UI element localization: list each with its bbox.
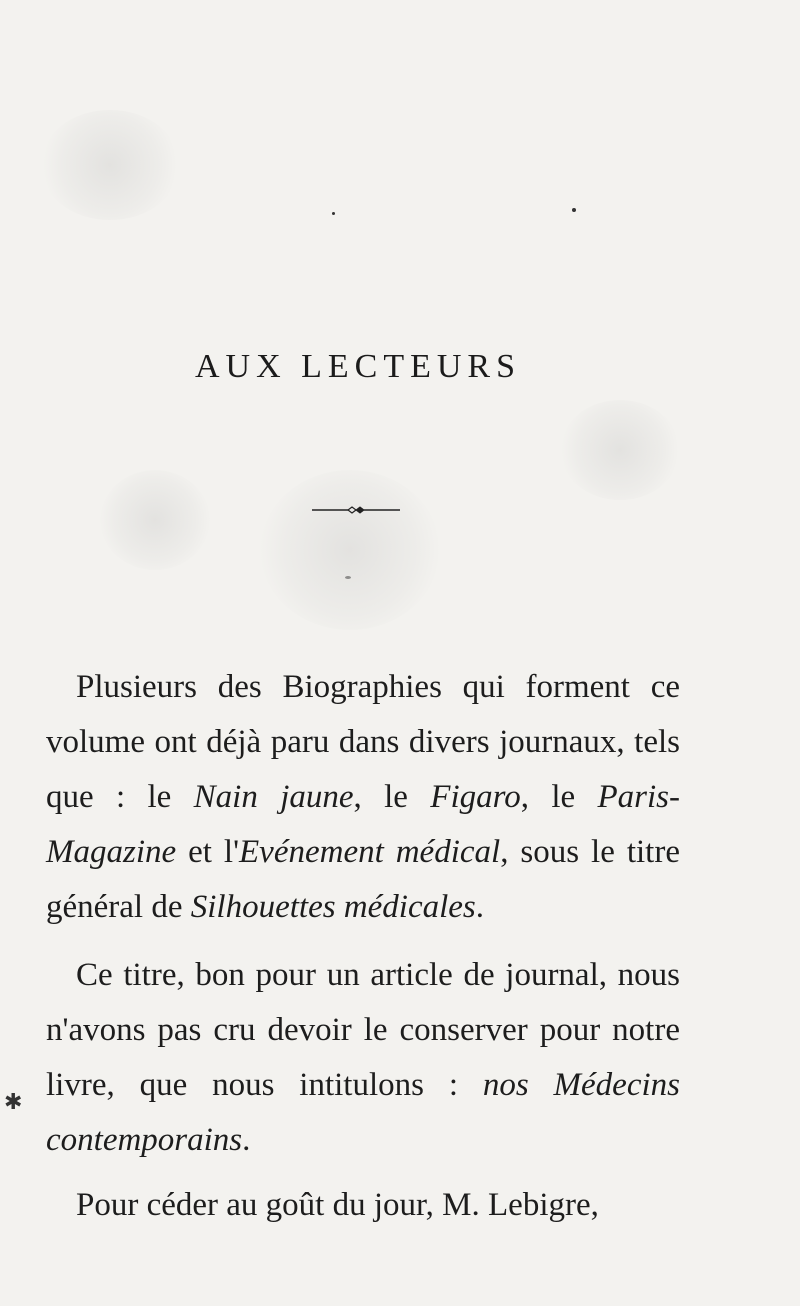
fleuron-divider-icon (310, 500, 402, 520)
series-title-silhouettes: Silhouettes médicales (190, 889, 476, 925)
book-title: nos Médecins contemporains (46, 1067, 680, 1158)
paper-stain (260, 470, 440, 630)
paragraph-text (46, 660, 680, 935)
paragraph-text (46, 1178, 680, 1233)
journal-title-paris-magazine: Paris-Magazine (46, 779, 680, 870)
journal-title-figaro: Figaro (430, 779, 521, 815)
text-segment: , le (353, 779, 431, 815)
text-segment: Plusieurs des Biographies qui forment ce volume ont déjà paru dans divers journaux, tels que : le (46, 669, 680, 815)
journal-title-evenement-medical: Evénement médical (239, 834, 501, 870)
ink-speck (345, 576, 351, 579)
paragraph-1 (46, 660, 680, 935)
text-segment: , sous le titre général de (46, 834, 680, 925)
paper-stain (560, 400, 680, 500)
paragraph-text (46, 948, 680, 1168)
paragraph-2 (46, 948, 680, 1168)
paragraph-3 (46, 1178, 680, 1233)
text-segment: . (242, 1122, 251, 1158)
paper-stain (100, 470, 210, 570)
journal-title-nain-jaune: Nain jaune (193, 779, 354, 815)
ink-speck (332, 212, 335, 215)
paper-stain (40, 110, 180, 220)
margin-mark-icon: ✱ (4, 1090, 23, 1115)
text-segment: Ce titre, bon pour un article de journal, nous n'avons pas cru devoir le conserver pour notre livre, que nous intitulons : (46, 957, 680, 1103)
text-segment: . (475, 889, 485, 925)
text-segment: Pour céder au goût du jour, M. Lebigre, (76, 1187, 599, 1223)
ink-speck (572, 208, 576, 212)
text-segment: , le (520, 779, 598, 815)
page-title: AUX LECTEURS (194, 348, 522, 385)
text-segment: et l' (176, 834, 240, 870)
